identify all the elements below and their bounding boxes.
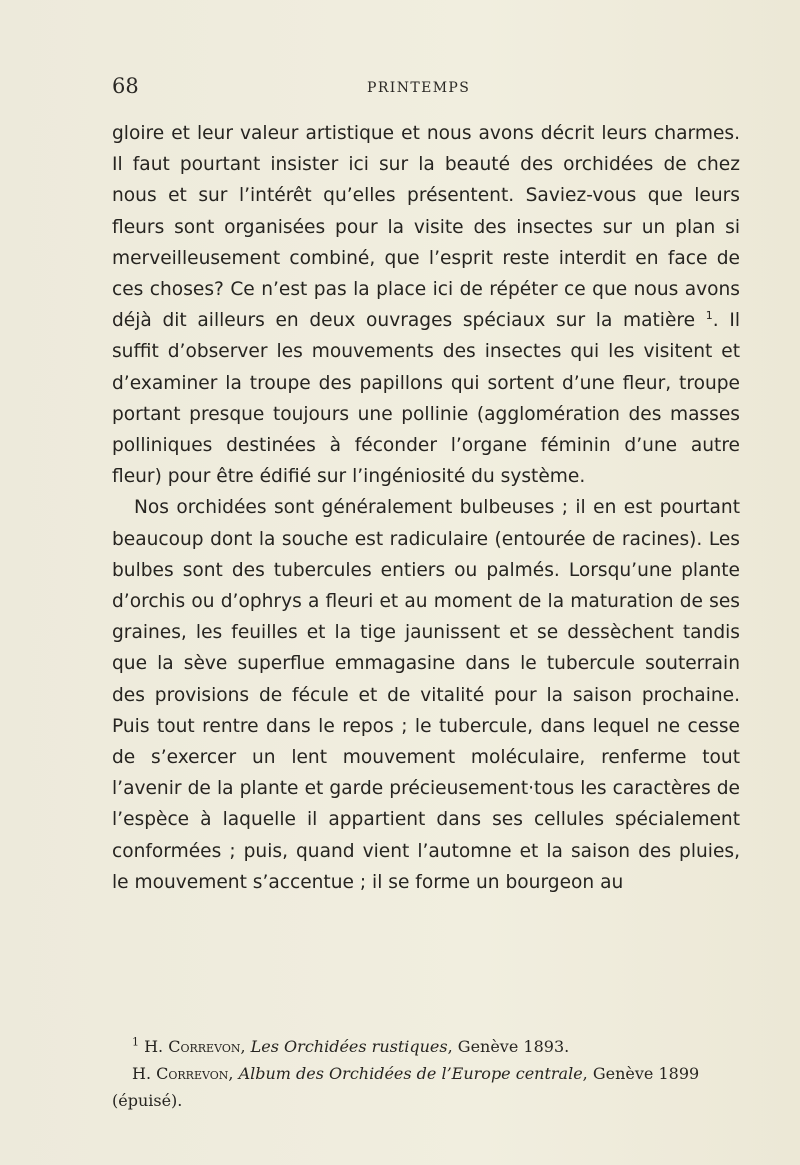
paragraph-1 [112, 118, 740, 492]
body-text [112, 118, 740, 898]
footnote-publication: , Genève 1899 (épuisé). [112, 1064, 700, 1110]
footnote-2: H. Correvon, Album des Orchidées de l’Europe centrale, Genève 1899 (épuisé). [112, 1064, 700, 1110]
footnote-title: Album des Orchidées de l’Europe centrale [238, 1064, 583, 1083]
footnote-author: Correvon [168, 1037, 241, 1056]
footnote-author-initial: H. [144, 1037, 164, 1056]
footnotes [112, 1033, 740, 1114]
footnote-reference[interactable]: 1 [705, 309, 713, 323]
page-number: 68 [112, 74, 139, 98]
page-header [112, 74, 712, 104]
footnote-author: Correvon [156, 1064, 229, 1083]
paragraph-1-end: . Il suffit d’observer les mouvements des insectes qui les visitent et d’examiner la troupe des papillons qui sortent d’une fleur, troupe portant presque toujours une pollinie (agglomération des masses polliniques destinées à féconder l’organe féminin d’une autre fleur) pour être édifié sur l’ingéniosité du système. [112, 310, 740, 488]
running-head: PRINTEMPS [367, 80, 471, 96]
footnote-marker: 1 [132, 1035, 139, 1049]
footnote-1: $^1$ H. Correvon, Les Orchidées rustiques, Genève 1893. [132, 1035, 570, 1056]
footnote-publication: , Genève 1893. [447, 1037, 570, 1056]
footnote-title: Les Orchidées rustiques [250, 1037, 448, 1056]
footnote-author-initial: H. [132, 1064, 152, 1083]
paragraph-1-start: gloire et leur valeur artistique et nous avons décrit leurs charmes. Il faut pourtant insister ici sur la beauté des orchidées de chez nous et sur l’intérêt qu’elles présentent. Saviez-vous que leurs fleurs sont organisées pour la visite des insectes sur un plan si merveilleusement combiné, que l’esprit reste interdit en face de ces choses? Ce n’est pas la place ici de répéter ce que nous avons déjà dit ailleurs en deux ouvrages spéciaux sur la matière [112, 123, 740, 332]
paragraph-2: Nos orchidées sont généralement bulbeuses ; il en est pourtant beaucoup dont la souche est radiculaire (entourée de racines). Les bulbes sont des tubercules entiers ou palmés. Lorsqu’une plante d’orchis ou d’ophrys a fleuri et au moment de la maturation de ses graines, les feuilles et la tige jaunissent et se dessèchent tandis que la sève superflue emmagasine dans le tubercule souterrain des provisions de fécule et de vitalité pour la saison prochaine. Puis tout rentre dans le repos ; le tubercule, dans lequel ne cesse de s’exercer un lent mouvement moléculaire, renferme tout l’avenir de la plante et garde précieusement·tous les caractères de l’espèce à laquelle il appartient dans ses cellules spécialement conformées ; puis, quand vient l’automne et la saison des pluies, le mouvement s’accentue ; il se forme un bourgeon au [112, 497, 740, 893]
